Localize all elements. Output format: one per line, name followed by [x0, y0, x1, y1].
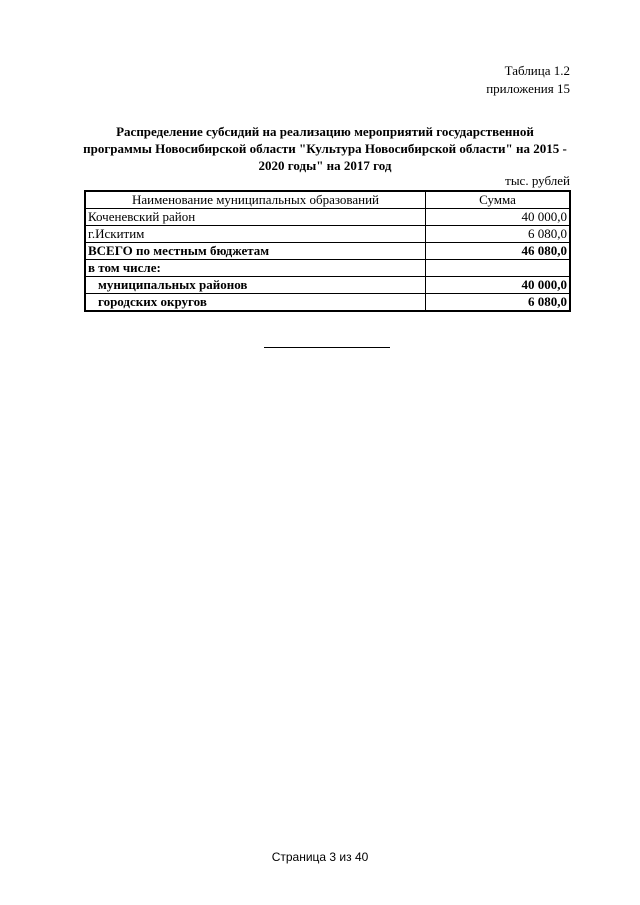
subtotal-row — [85, 294, 570, 312]
document-title — [80, 123, 570, 174]
appendix-caption: приложения 15 — [486, 81, 570, 96]
row-name: ВСЕГО по местным бюджетам — [85, 243, 426, 260]
table-row — [85, 209, 570, 226]
row-sum: 40 000,0 — [426, 209, 571, 226]
row-sum — [426, 260, 571, 277]
row-name: муниципальных районов — [85, 277, 426, 294]
page-number: Страница 3 из 40 — [271, 850, 369, 864]
table-row — [85, 226, 570, 243]
column-header-name: Наименование муниципальных образований — [85, 191, 426, 209]
row-name: городских округов — [85, 294, 426, 312]
title-line-3: 2020 годы" на 2017 год — [258, 158, 392, 173]
subtotal-row — [85, 277, 570, 294]
units-label: тыс. рублей — [505, 173, 570, 188]
table-number-caption: Таблица 1.2 — [504, 63, 570, 78]
row-sum: 40 000,0 — [426, 277, 571, 294]
row-sum: 6 080,0 — [426, 294, 571, 312]
subtotal-heading-row — [85, 260, 570, 277]
row-name: в том числе: — [85, 260, 426, 277]
total-row — [85, 243, 570, 260]
title-line-2: программы Новосибирской области "Культура Новосибирской области" на 2015 - — [83, 141, 567, 156]
table-header-row — [85, 191, 570, 209]
section-divider — [264, 347, 390, 348]
title-line-1: Распределение субсидий на реализацию мероприятий государственной — [116, 124, 534, 139]
row-sum: 46 080,0 — [426, 243, 571, 260]
row-name: г.Искитим — [85, 226, 426, 243]
row-name: Коченевский район — [85, 209, 426, 226]
column-header-sum: Сумма — [426, 191, 571, 209]
row-sum: 6 080,0 — [426, 226, 571, 243]
subsidy-table — [84, 190, 571, 312]
